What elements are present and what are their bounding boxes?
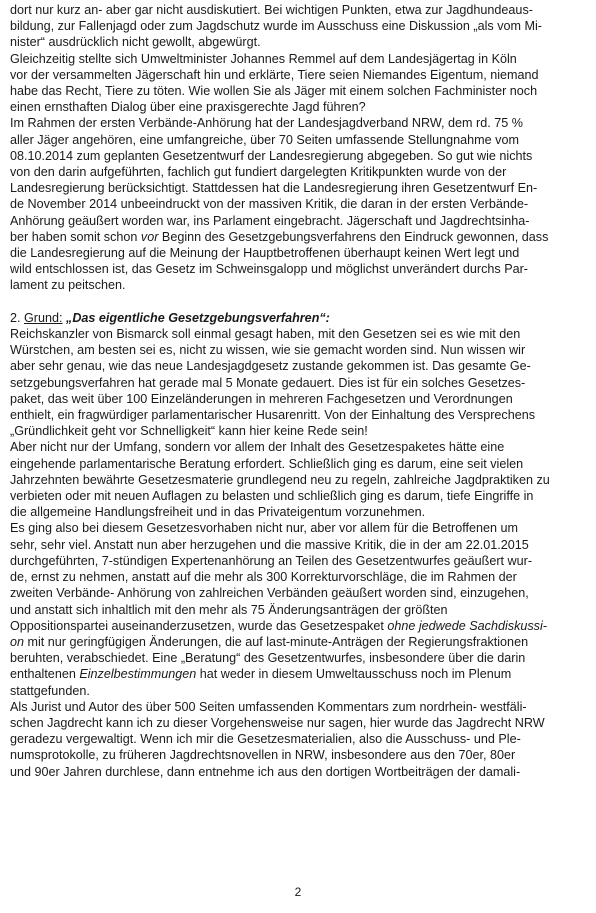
text-line: Es ging also bei diesem Gesetzesvorhaben nicht nur, aber vor allem für die Betroffenen um <box>10 521 518 536</box>
text-line: enthielt, ein fragwürdiger parlamentarischer Husarenritt. Von der Einhaltung des Versprechens <box>10 408 536 423</box>
text-line: Als Jurist und Autor des über 500 Seiten umfassenden Kommentars zum nordrhein- westfäli- <box>10 699 527 714</box>
text-line: schen Jagdrecht kann ich zu dieser Vorgehensweise nur sagen, hier wurde das Jagdrecht NRW <box>10 715 545 730</box>
text-line: de, ernst zu nehmen, anstatt auf die mehr als 300 Korrekturvorschläge, die im Rahmen der <box>10 570 517 585</box>
text-line <box>10 618 578 634</box>
text-line: einen ernsthaften Dialog über eine praxisgerechte Jagd führen? <box>10 100 366 115</box>
text-line: Jahrzehnten bewährte Gesetzesmaterie grundlegend neu zu regeln, zahlreiche Jagdpraktiken zu <box>10 472 550 487</box>
text-line: geradezu vergewaltigt. Wenn ich mir die Gesetzesmaterialien, also die Ausschuss- und Ple- <box>10 732 521 747</box>
heading-grund: Grund: <box>24 310 63 325</box>
text-line: de November 2014 unbeeindruckt von der massiven Kritik, die daran in der ersten Verbände- <box>10 197 529 212</box>
text-line: wild entschlossen ist, das Gesetz im Schweinsgalopp und möglichst unverändert durchs Par- <box>10 262 528 277</box>
text-line: und 90er Jahren durchlese, dann entnehme ich aus den dortigen Wortbeiträgen der damali- <box>10 764 521 779</box>
text-line: habe das Recht, Tiere zu töten. Wie wollen Sie als Jäger mit einem solchen Fachminister noch <box>10 84 538 99</box>
paragraph-3 <box>10 115 578 293</box>
paragraph-2 <box>10 51 578 116</box>
paragraph-5 <box>10 439 578 520</box>
paragraph-6 <box>10 520 578 698</box>
text-line: beruhten, verabschiedet. Eine „Beratung“ des Gesetzentwurfes, insbesondere über die darin <box>10 651 526 666</box>
text-line: Gleichzeitig stellte sich Umweltminister Johannes Remmel auf dem Landesjägertag in Köln <box>10 51 517 66</box>
emphasis-sachdiskussion-end: on <box>10 634 25 649</box>
text-line: setzgebungsverfahren hat gerade mal 5 Monate gedauert. Dies ist für ein solches Gesetzes- <box>10 375 526 390</box>
text-line: die Landesregierung auf die Meinung der Hauptbetroffenen überhaupt keinen Wert legt und <box>10 246 520 261</box>
text-line: paket, das weit über 100 Einzeländerungen in mehreren Fachgesetzen und Verordnungen <box>10 391 513 406</box>
text-line: dort nur kurz an- aber gar nicht ausdiskutiert. Bei wichtigen Punkten, etwa zur Jagdhundeaus- <box>10 3 533 17</box>
text-line: zweiten Verbände- Anhörung von zahlreichen Verbänden geäußert worden sind, einzugehen, <box>10 586 529 601</box>
text-run: Oppositionspartei auseinanderzusetzen, wurde das Gesetzespaket <box>10 618 388 633</box>
text-line <box>10 634 578 650</box>
text-line: stattgefunden. <box>10 683 90 698</box>
text-line: sehr, sehr viel. Anstatt nun aber herzugehen und die massive Kritik, die in der am 22.01.2015 <box>10 537 529 552</box>
text-line: Reichskanzler von Bismarck soll einmal gesagt haben, mit den Gesetzen sei es wie mit den <box>10 327 521 342</box>
emphasis-sachdiskussion: ohne jedwede Sachdiskussi- <box>387 618 547 633</box>
text-line: aber sehr genau, wie das neue Landesjagdgesetz zustande gekommen ist. Das gesamte Ge- <box>10 359 531 374</box>
text-line: nister“ ausdrücklich nicht gewollt, abgewürgt. <box>10 35 261 50</box>
text-line: bildung, zur Fallenjagd oder zum Jagdschutz wurde im Ausschuss eine Diskussion „als vom Mi- <box>10 19 542 34</box>
text-line: Aber nicht nur der Umfang, sondern vor allem der Inhalt des Gesetzespaketes hätte eine <box>10 440 505 455</box>
paragraph-spacer <box>10 294 578 310</box>
heading-title: „Das eigentliche Gesetzgebungsverfahren“: <box>62 310 330 325</box>
text-line: verbieten oder mit neuen Auflagen zu belasten und schließlich ging es darum, tiefe Eingriffe in <box>10 489 534 504</box>
text-line: durchgeführten, 7-stündigen Expertenanhörung an Teilen des Gesetzentwurfes geäußert wur- <box>10 553 533 568</box>
text-line: Würstchen, am besten sei es, nicht zu wissen, wie sie gemacht worden sind. Nun wissen wir <box>10 343 526 358</box>
text-run: Beginn des Gesetzgebungsverfahrens den Eindruck gewonnen, dass <box>158 229 549 244</box>
heading-line <box>10 310 578 326</box>
text-line: eingehende parlamentarische Beratung erfordert. Schließlich ging es darum, eine seit vielen <box>10 456 524 471</box>
text-line: aller Jäger angehören, eine umfangreiche, über 70 Seiten umfassende Stellungnahme vom <box>10 132 519 147</box>
text-line: von den darin aufgeführten, fachlich gut fundiert dargelegten Kritikpunkten wurde von der <box>10 165 507 180</box>
text-line: vor der versammelten Jägerschaft hin und erklärte, Tiere seien Niemandes Eigentum, niemand <box>10 67 539 82</box>
page-number: 2 <box>294 885 302 899</box>
emphasis-vor: vor <box>140 229 159 244</box>
text-line: Anhörung geäußert worden war, ins Parlament eingebracht. Jägerschaft und Jagdrechtsinha- <box>10 213 530 228</box>
text-run: ber haben somit schon <box>10 229 141 244</box>
text-line: lament zu peitschen. <box>10 278 126 293</box>
section-heading <box>10 310 578 326</box>
text-line: die allgemeine Handlungsfreiheit und in das Privateigentum vorzunehmen. <box>10 505 426 520</box>
text-line <box>10 229 578 245</box>
text-line: 08.10.2014 zum geplanten Gesetzentwurf der Landesregierung abgegeben. So gut wie nichts <box>10 148 533 163</box>
text-line: Im Rahmen der ersten Verbände-Anhörung hat der Landesjagdverband NRW, dem rd. 75 % <box>10 116 523 131</box>
text-run: hat weder in diesem Umweltausschuss noch im Plenum <box>196 667 512 682</box>
text-line <box>10 666 578 682</box>
paragraph-1 <box>10 2 578 51</box>
paragraph-4 <box>10 326 578 439</box>
text-line: „Gründlichkeit geht vor Schnelligkeit“ kann hier keine Rede sein! <box>10 424 368 439</box>
text-run: mit nur geringfügigen Änderungen, die auf last-minute-Anträgen der Regierungsfraktionen <box>24 634 529 649</box>
text-run: enthaltenen <box>10 667 80 682</box>
text-line: Landesregierung berücksichtigt. Stattdessen hat die Landesregierung ihren Gesetzentwurf En- <box>10 181 538 196</box>
text-line: und anstatt sich inhaltlich mit den mehr als 75 Änderungsanträgen der größten <box>10 602 448 617</box>
heading-number: 2. <box>10 310 25 325</box>
text-line: numsprotokolle, zu früheren Jagdrechtsnovellen in NRW, insbesondere aus den 70er, 80er <box>10 748 516 763</box>
emphasis-einzelbestimmungen: Einzelbestimmungen <box>79 667 197 682</box>
paragraph-7 <box>10 699 578 780</box>
